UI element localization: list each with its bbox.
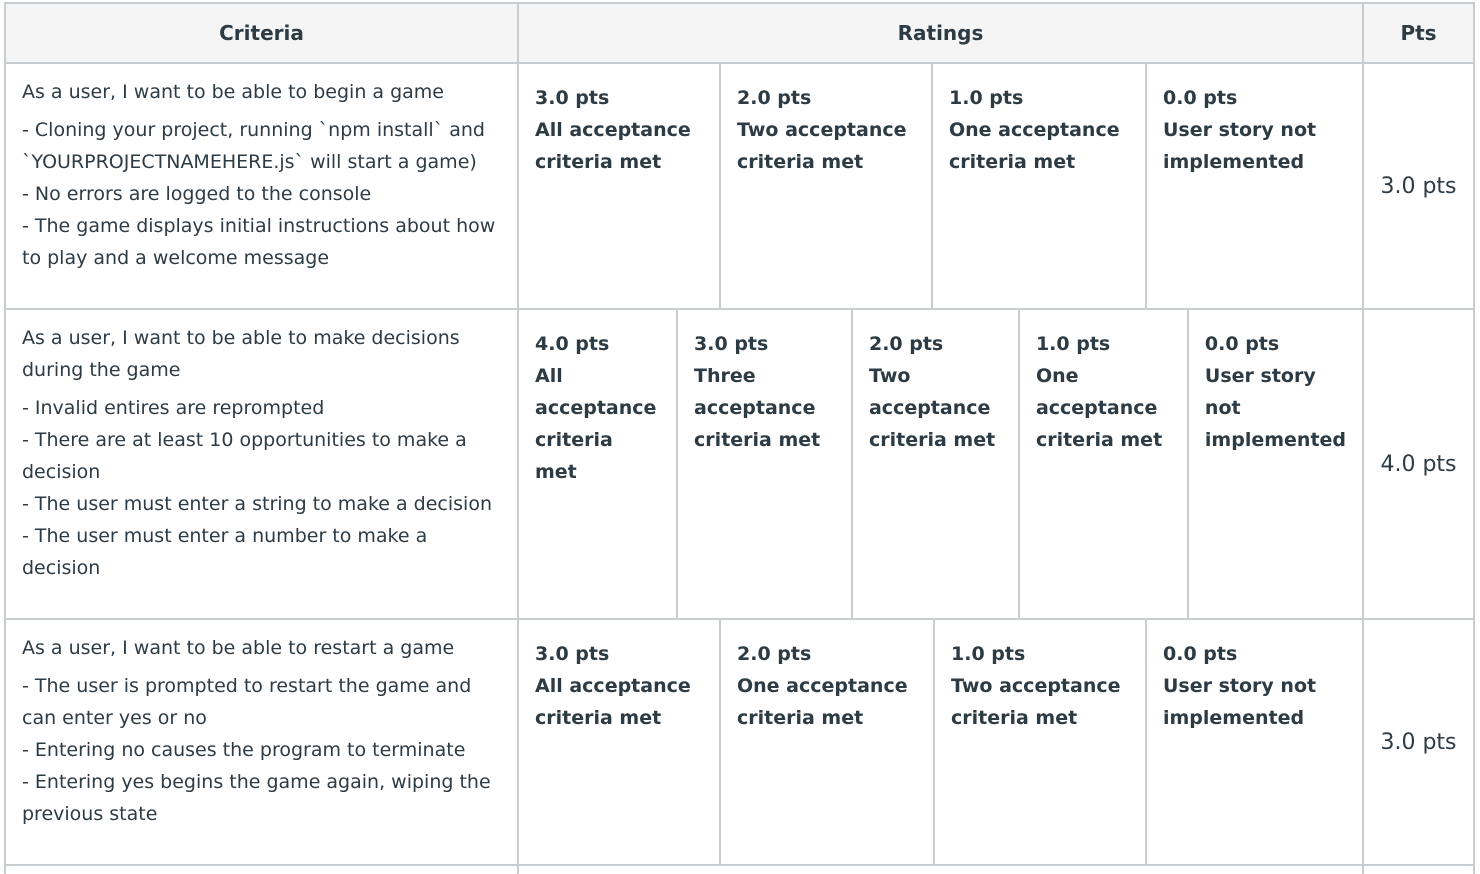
rating-description: Two acceptance criteria met [951, 675, 1121, 729]
rating-description: All acceptance criteria met [535, 119, 691, 173]
rubric-table [4, 2, 1475, 874]
rating-description: Two acceptance criteria met [737, 119, 907, 173]
rating-points: 1.0 pts [949, 87, 1024, 109]
rating-cell[interactable] [1147, 64, 1362, 308]
rating-cell[interactable] [519, 310, 678, 618]
rating-points: 0.0 pts [1163, 87, 1238, 109]
rating-points: 3.0 pts [535, 643, 610, 665]
rating-points: 2.0 pts [868, 333, 944, 355]
criterion-row [6, 620, 1473, 866]
ratings-group [519, 620, 1364, 864]
criterion-detail: - The user must enter a number to make a decision [22, 525, 428, 579]
criterion-detail: - Entering no causes the program to terminate [22, 739, 466, 761]
rating-cell[interactable] [721, 620, 935, 864]
rubric-header-row [6, 4, 1473, 64]
criterion-title: As a user, I want to be able to begin a game [22, 81, 444, 103]
criterion-description [6, 310, 519, 618]
rating-cell[interactable] [678, 310, 853, 618]
rating-description: All acceptance criteria met [535, 675, 691, 729]
rating-description: Two acceptance criteria met [868, 365, 996, 451]
criterion-detail: - The user is prompted to restart the game and can enter yes or no [22, 675, 472, 729]
criterion-points-value: 4.0 pts [1380, 451, 1457, 477]
criterion-detail: - No errors are logged to the console [22, 183, 372, 205]
rating-points: 1.0 pts [1035, 333, 1111, 355]
rating-cell[interactable] [1147, 620, 1362, 864]
next-pts-cell [1364, 866, 1473, 874]
next-row-partial [6, 866, 1473, 874]
rating-cell[interactable] [519, 64, 721, 308]
criterion-detail: - There are at least 10 opportunities to make a decision [22, 429, 467, 483]
rating-cell[interactable] [519, 620, 721, 864]
ratings-group [519, 310, 1364, 618]
rating-points: 0.0 pts [1204, 333, 1280, 355]
rating-points: 0.0 pts [1163, 643, 1238, 665]
rating-description: One acceptance criteria met [949, 119, 1120, 173]
criterion-description [6, 620, 519, 864]
criterion-title: As a user, I want to be able to restart a game [22, 637, 455, 659]
rating-points: 2.0 pts [737, 87, 812, 109]
rating-description: User story not implemented [1204, 365, 1347, 451]
next-criteria-cell [6, 866, 519, 874]
rating-description: User story not implemented [1163, 675, 1317, 729]
criteria-header: Criteria [6, 4, 519, 62]
rating-cell[interactable] [853, 310, 1020, 618]
rating-cell[interactable] [1020, 310, 1189, 618]
rating-description: Three acceptance criteria met [694, 365, 821, 451]
rating-cell[interactable] [1189, 310, 1362, 618]
criterion-detail: - The game displays initial instructions about how to play and a welcome message [22, 215, 496, 269]
rating-points: 3.0 pts [694, 333, 769, 355]
ratings-header: Ratings [519, 4, 1364, 62]
criterion-detail: - Cloning your project, running `npm install` and `YOURPROJECTNAMEHERE.js` will start a game) [22, 119, 485, 173]
rating-cell[interactable] [935, 620, 1147, 864]
criterion-points-value: 3.0 pts [1380, 173, 1457, 199]
rating-description: User story not implemented [1163, 119, 1317, 173]
ratings-group [519, 64, 1364, 308]
criterion-points [1364, 310, 1473, 618]
rating-points: 2.0 pts [737, 643, 812, 665]
criterion-detail: - The user must enter a string to make a decision [22, 493, 492, 515]
criterion-detail: - Invalid entires are reprompted [22, 397, 325, 419]
criterion-points-value: 3.0 pts [1380, 729, 1457, 755]
pts-header: Pts [1400, 21, 1437, 45]
criterion-description [6, 64, 519, 308]
rating-description: All acceptance criteria met [535, 365, 657, 483]
criterion-points [1364, 620, 1473, 864]
criterion-title: As a user, I want to be able to make decisions during the game [22, 327, 460, 381]
rating-points: 1.0 pts [951, 643, 1026, 665]
criterion-row [6, 64, 1473, 310]
criterion-points [1364, 64, 1473, 308]
criterion-detail: - Entering yes begins the game again, wiping the previous state [22, 771, 491, 825]
rating-cell[interactable] [721, 64, 933, 308]
rating-points: 4.0 pts [535, 333, 610, 355]
next-ratings-cell [519, 866, 1364, 874]
rating-description: One acceptance criteria met [1035, 365, 1163, 451]
rating-cell[interactable] [933, 64, 1147, 308]
rating-description: One acceptance criteria met [737, 675, 908, 729]
criterion-row [6, 310, 1473, 620]
rating-points: 3.0 pts [535, 87, 610, 109]
